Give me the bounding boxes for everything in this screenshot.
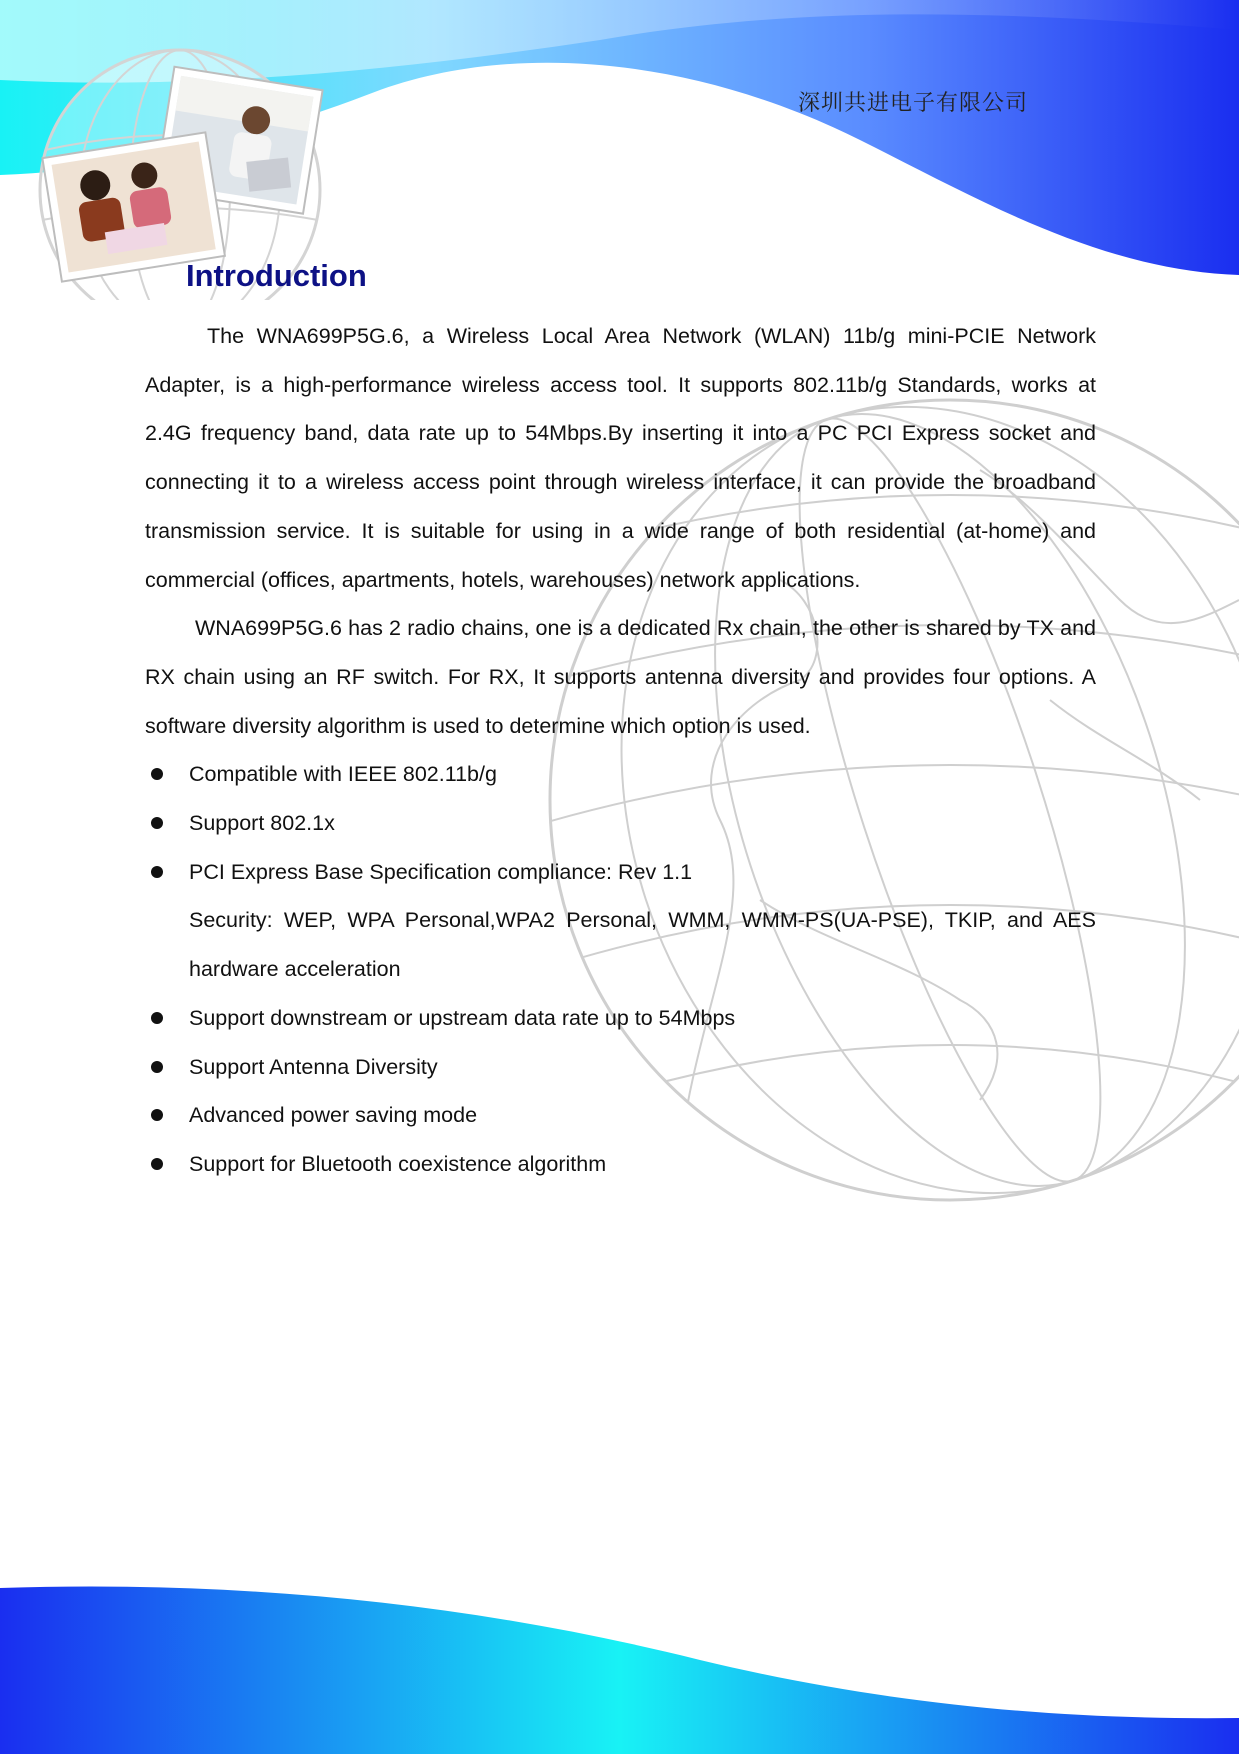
feature-item (145, 994, 1096, 1043)
bullet-icon (151, 1158, 163, 1170)
feature-text: Security: WEP, WPA Personal,WPA2 Personal, WMM, WMM-PS(UA-PSE), TKIP, and AES hardware acceleration (189, 908, 1096, 982)
document-body (145, 312, 1096, 1189)
bullet-icon (151, 1109, 163, 1121)
radio-chains-paragraph: WNA699P5G.6 has 2 radio chains, one is a dedicated Rx chain, the other is shared by TX and RX chain using an RF switch. For RX, It supports antenna diversity and provides four options. A software diversity algorithm is used to determine which option is used. (145, 616, 1096, 738)
bullet-icon (151, 1012, 163, 1024)
feature-text: Support for Bluetooth coexistence algorithm (189, 1151, 607, 1176)
feature-text: PCI Express Base Specification compliance: Rev 1.1 (189, 859, 693, 884)
bullet-icon (151, 1061, 163, 1073)
feature-item (145, 1043, 1096, 1092)
feature-text: Support 802.1x (189, 811, 335, 836)
feature-text: Compatible with IEEE 802.11b/g (189, 762, 497, 787)
bullet-icon (151, 866, 163, 878)
page-title: Introduction (186, 258, 367, 293)
feature-item (145, 799, 1096, 848)
bullet-icon (151, 817, 163, 829)
feature-text: Advanced power saving mode (189, 1103, 478, 1128)
globe-photos-logo (0, 0, 340, 300)
feature-item (145, 750, 1096, 799)
intro-paragraph: The WNA699P5G.6, a Wireless Local Area Network (WLAN) 11b/g mini-PCIE Network Adapter, is a high-performance wireless access tool. It supports 802.11b/g Standards, works at 2.4G frequency band, data rate up to 54Mbps.By inserting it into a PC PCI Express socket and connecting it to a wireless access point through wireless interface, it can provide the broadband transmission service. It is suitable for using in a wide range of both residential (at-home) and commercial (offices, apartments, hotels, warehouses) network applications. (145, 324, 1096, 592)
feature-item (145, 1140, 1096, 1189)
footer-banner (0, 1580, 1239, 1754)
bullet-icon (151, 768, 163, 780)
feature-item (145, 848, 1096, 897)
feature-item (145, 896, 1096, 993)
feature-item (145, 1091, 1096, 1140)
feature-text: Support downstream or upstream data rate up to 54Mbps (189, 1005, 736, 1030)
feature-text: Support Antenna Diversity (189, 1054, 438, 1079)
feature-list (145, 750, 1096, 1188)
company-name: 深圳共进电子有限公司 (798, 91, 1029, 116)
